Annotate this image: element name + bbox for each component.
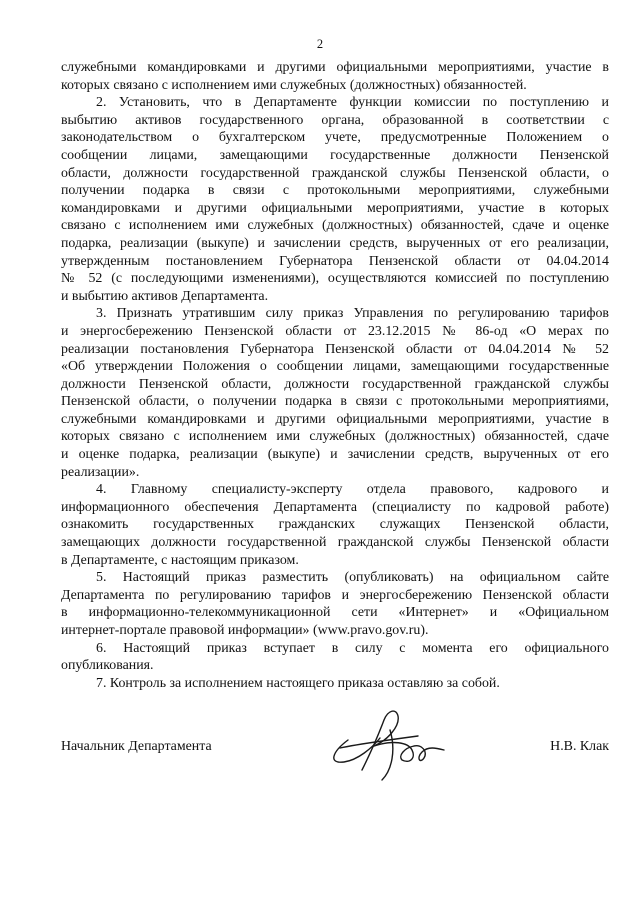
text-line: утвержденным постановлением Губернатора Пензенской области от 04.04.2014 xyxy=(61,253,609,269)
text-line: служебными командировками и другими официальными мероприятиями, участие в xyxy=(61,60,609,75)
text-line: опубликования. xyxy=(61,658,154,674)
text-line: и выбытию активов Департамента. xyxy=(61,288,269,304)
text-line: ознакомить государственных гражданских служащих Пензенской области, xyxy=(61,517,609,533)
handwritten-signature xyxy=(318,700,458,784)
text-line: служебными командировками и другими официальными мероприятиями, участие в xyxy=(61,411,609,427)
signatory-name: Н.В. Клак xyxy=(550,739,609,754)
text-line: командировками и другими официальными мероприятиями, участие в которых xyxy=(61,200,609,216)
document-body xyxy=(61,59,609,692)
text-line: интернет-портале правовой информации» (www.pravo.gov.ru). xyxy=(61,623,429,638)
text-line: должности Пензенской области, должности государственной гражданской службы xyxy=(61,376,609,392)
text-line: № 52 (с последующими изменениями), осуществляются комиссией по поступлению xyxy=(61,271,609,287)
page-number: 2 xyxy=(316,37,324,51)
text-line: которых связано с исполнением ими служебных (должностных) обязанностей. xyxy=(61,77,527,93)
text-line: 7. Контроль за исполнением настоящего приказа оставляю за собой. xyxy=(96,675,500,691)
text-line: получении подарка в связи с протокольными мероприятиями, служебными xyxy=(61,183,609,199)
text-line: выбытию активов государственного органа, образованной в соответствии с xyxy=(61,112,609,128)
text-line: 3. Признать утратившим силу приказ Управления по регулированию тарифов xyxy=(96,306,609,322)
text-line: «Об утверждении Положения о сообщении лицами, замещающими государственные xyxy=(61,359,609,375)
text-line: 6. Настоящий приказ вступает в силу с момента его официального xyxy=(96,640,609,656)
text-line: законодательством о бухгалтерском учете, предусмотренные Положением о xyxy=(61,130,609,146)
text-line: Пензенской области, о получении подарка в связи с протокольными мероприятиями, xyxy=(61,394,609,410)
text-line: области, должности государственной гражданской службы Пензенской области, о xyxy=(61,165,609,181)
text-line: 2. Установить, что в Департаменте функции комиссии по поступлению и xyxy=(96,95,609,111)
text-line: реализации». xyxy=(61,464,140,480)
text-line: связано с исполнением ими служебных (должностных) обязанностей, сдаче и оценке xyxy=(61,218,609,234)
text-line: замещающих должности государственной гражданской службы Пензенской области xyxy=(61,535,609,551)
text-line: сообщении лицами, замещающими государственные должности Пензенской xyxy=(61,147,609,163)
text-line: и оценке подарка, реализации (выкупе) и зачислении средств, вырученных от его xyxy=(61,447,609,463)
text-line: в Департаменте, с настоящим приказом. xyxy=(61,552,299,568)
text-line: в информационно-телекоммуникационной сети «Интернет» и «Официальном xyxy=(61,605,609,621)
text-line: Департамента по регулированию тарифов и энергосбережению Пензенской области xyxy=(61,587,609,603)
text-line: и энергосбережению Пензенской области от 23.12.2015 № 86-од «О мерах по xyxy=(61,323,609,339)
text-line: 5. Настоящий приказ разместить (опубликовать) на официальном сайте xyxy=(96,570,609,586)
signatory-title: Начальник Департамента xyxy=(61,739,212,754)
text-line: 4. Главному специалисту-эксперту отдела правового, кадрового и xyxy=(96,482,609,498)
text-line: которых связано с исполнением ими служебных (должностных) обязанностей, сдаче xyxy=(61,429,609,445)
text-line: подарка, реализации (выкупе) и зачислении средств, вырученных от его реализации, xyxy=(61,235,609,251)
text-line: реализации постановления Губернатора Пензенской области от 04.04.2014 № 52 xyxy=(61,341,609,357)
text-line: информационного обеспечения Департамента (специалисту по кадровой работе) xyxy=(61,499,609,515)
